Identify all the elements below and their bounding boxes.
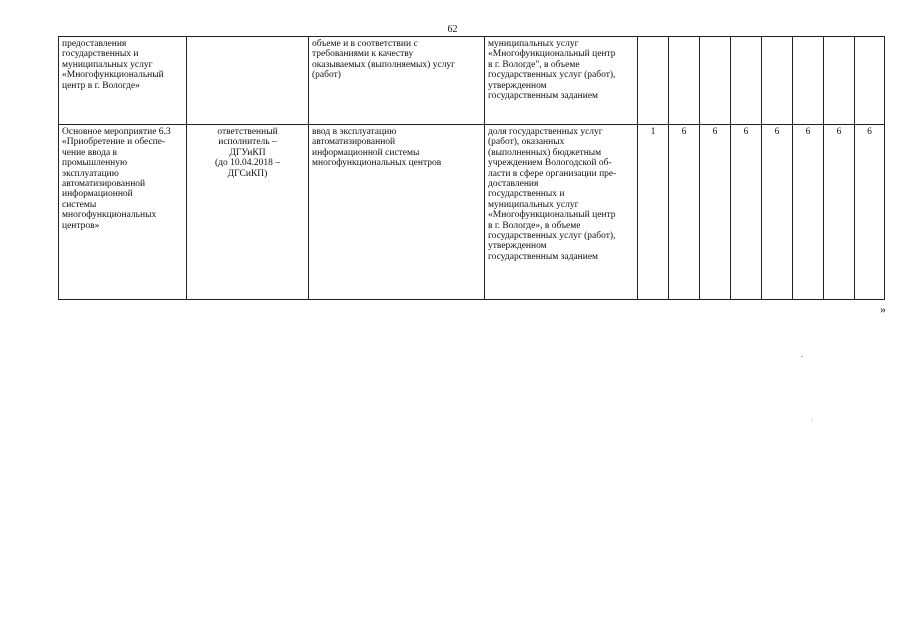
responsible-cell [187, 125, 309, 300]
event-text: предоставления государственных и муниципальных услуг «Многофункциональный центр в г. Вологде» [62, 39, 164, 91]
event-cell [59, 125, 187, 300]
value-cell: 6 [793, 125, 824, 300]
indicator-text: муниципальных услуг «Многофункциональный центр в г. Вологде", в объеме государственных услуг (работ), утвержденном государственным заданием [488, 39, 616, 102]
value-cell [638, 37, 669, 125]
event-cell [59, 37, 187, 125]
program-events-table [58, 36, 885, 300]
table-row [59, 125, 885, 300]
result-text: объеме и в соответствии с требованиями к качеству оказываемых (выполняемых) услуг (работ) [312, 39, 456, 81]
scan-speck [801, 356, 803, 357]
value-cell [700, 37, 731, 125]
value-cell [669, 37, 700, 125]
indicator-cell [485, 37, 638, 125]
scan-speck [812, 420, 813, 421]
value-cell: 6 [762, 125, 793, 300]
result-text: ввод в эксплуатацию автоматизированной информационной системы многофункциональных центров [312, 127, 442, 169]
value-cell [731, 37, 762, 125]
indicator-cell [485, 125, 638, 300]
value-cell [855, 37, 885, 125]
responsible-text: ответственный исполнитель – ДГУиКП (до 10.04.2018 – ДГСиКП) [215, 127, 280, 179]
value-cell [762, 37, 793, 125]
closing-quote-mark: » [880, 302, 886, 316]
indicator-text: доля государственных услуг (работ), оказанных (выполненных) бюджетным учреждением Вологодской об- ласти в сфере организации пре- доставления государственных и муниципальных услуг «Многофункциональный центр в г. Вологде», в объеме государственных услуг (работ), утвержденном государственным заданием [488, 127, 617, 262]
value-cell: 1 [638, 125, 669, 300]
value-cell [793, 37, 824, 125]
value-cell: 6 [824, 125, 855, 300]
result-cell [309, 125, 485, 300]
value-cell: 6 [669, 125, 700, 300]
responsible-cell [187, 37, 309, 125]
value-cell: 6 [855, 125, 885, 300]
value-cell: 6 [731, 125, 762, 300]
page-number: 62 [447, 24, 458, 35]
value-cell: 6 [700, 125, 731, 300]
event-text: Основное мероприятие 6.3 «Приобретение и обеспе- чение ввода в промышленную эксплуатацию автоматизированной информационной системы многофункциональных центров» [62, 127, 171, 231]
value-cell [824, 37, 855, 125]
result-cell [309, 37, 485, 125]
table-row [59, 37, 885, 125]
